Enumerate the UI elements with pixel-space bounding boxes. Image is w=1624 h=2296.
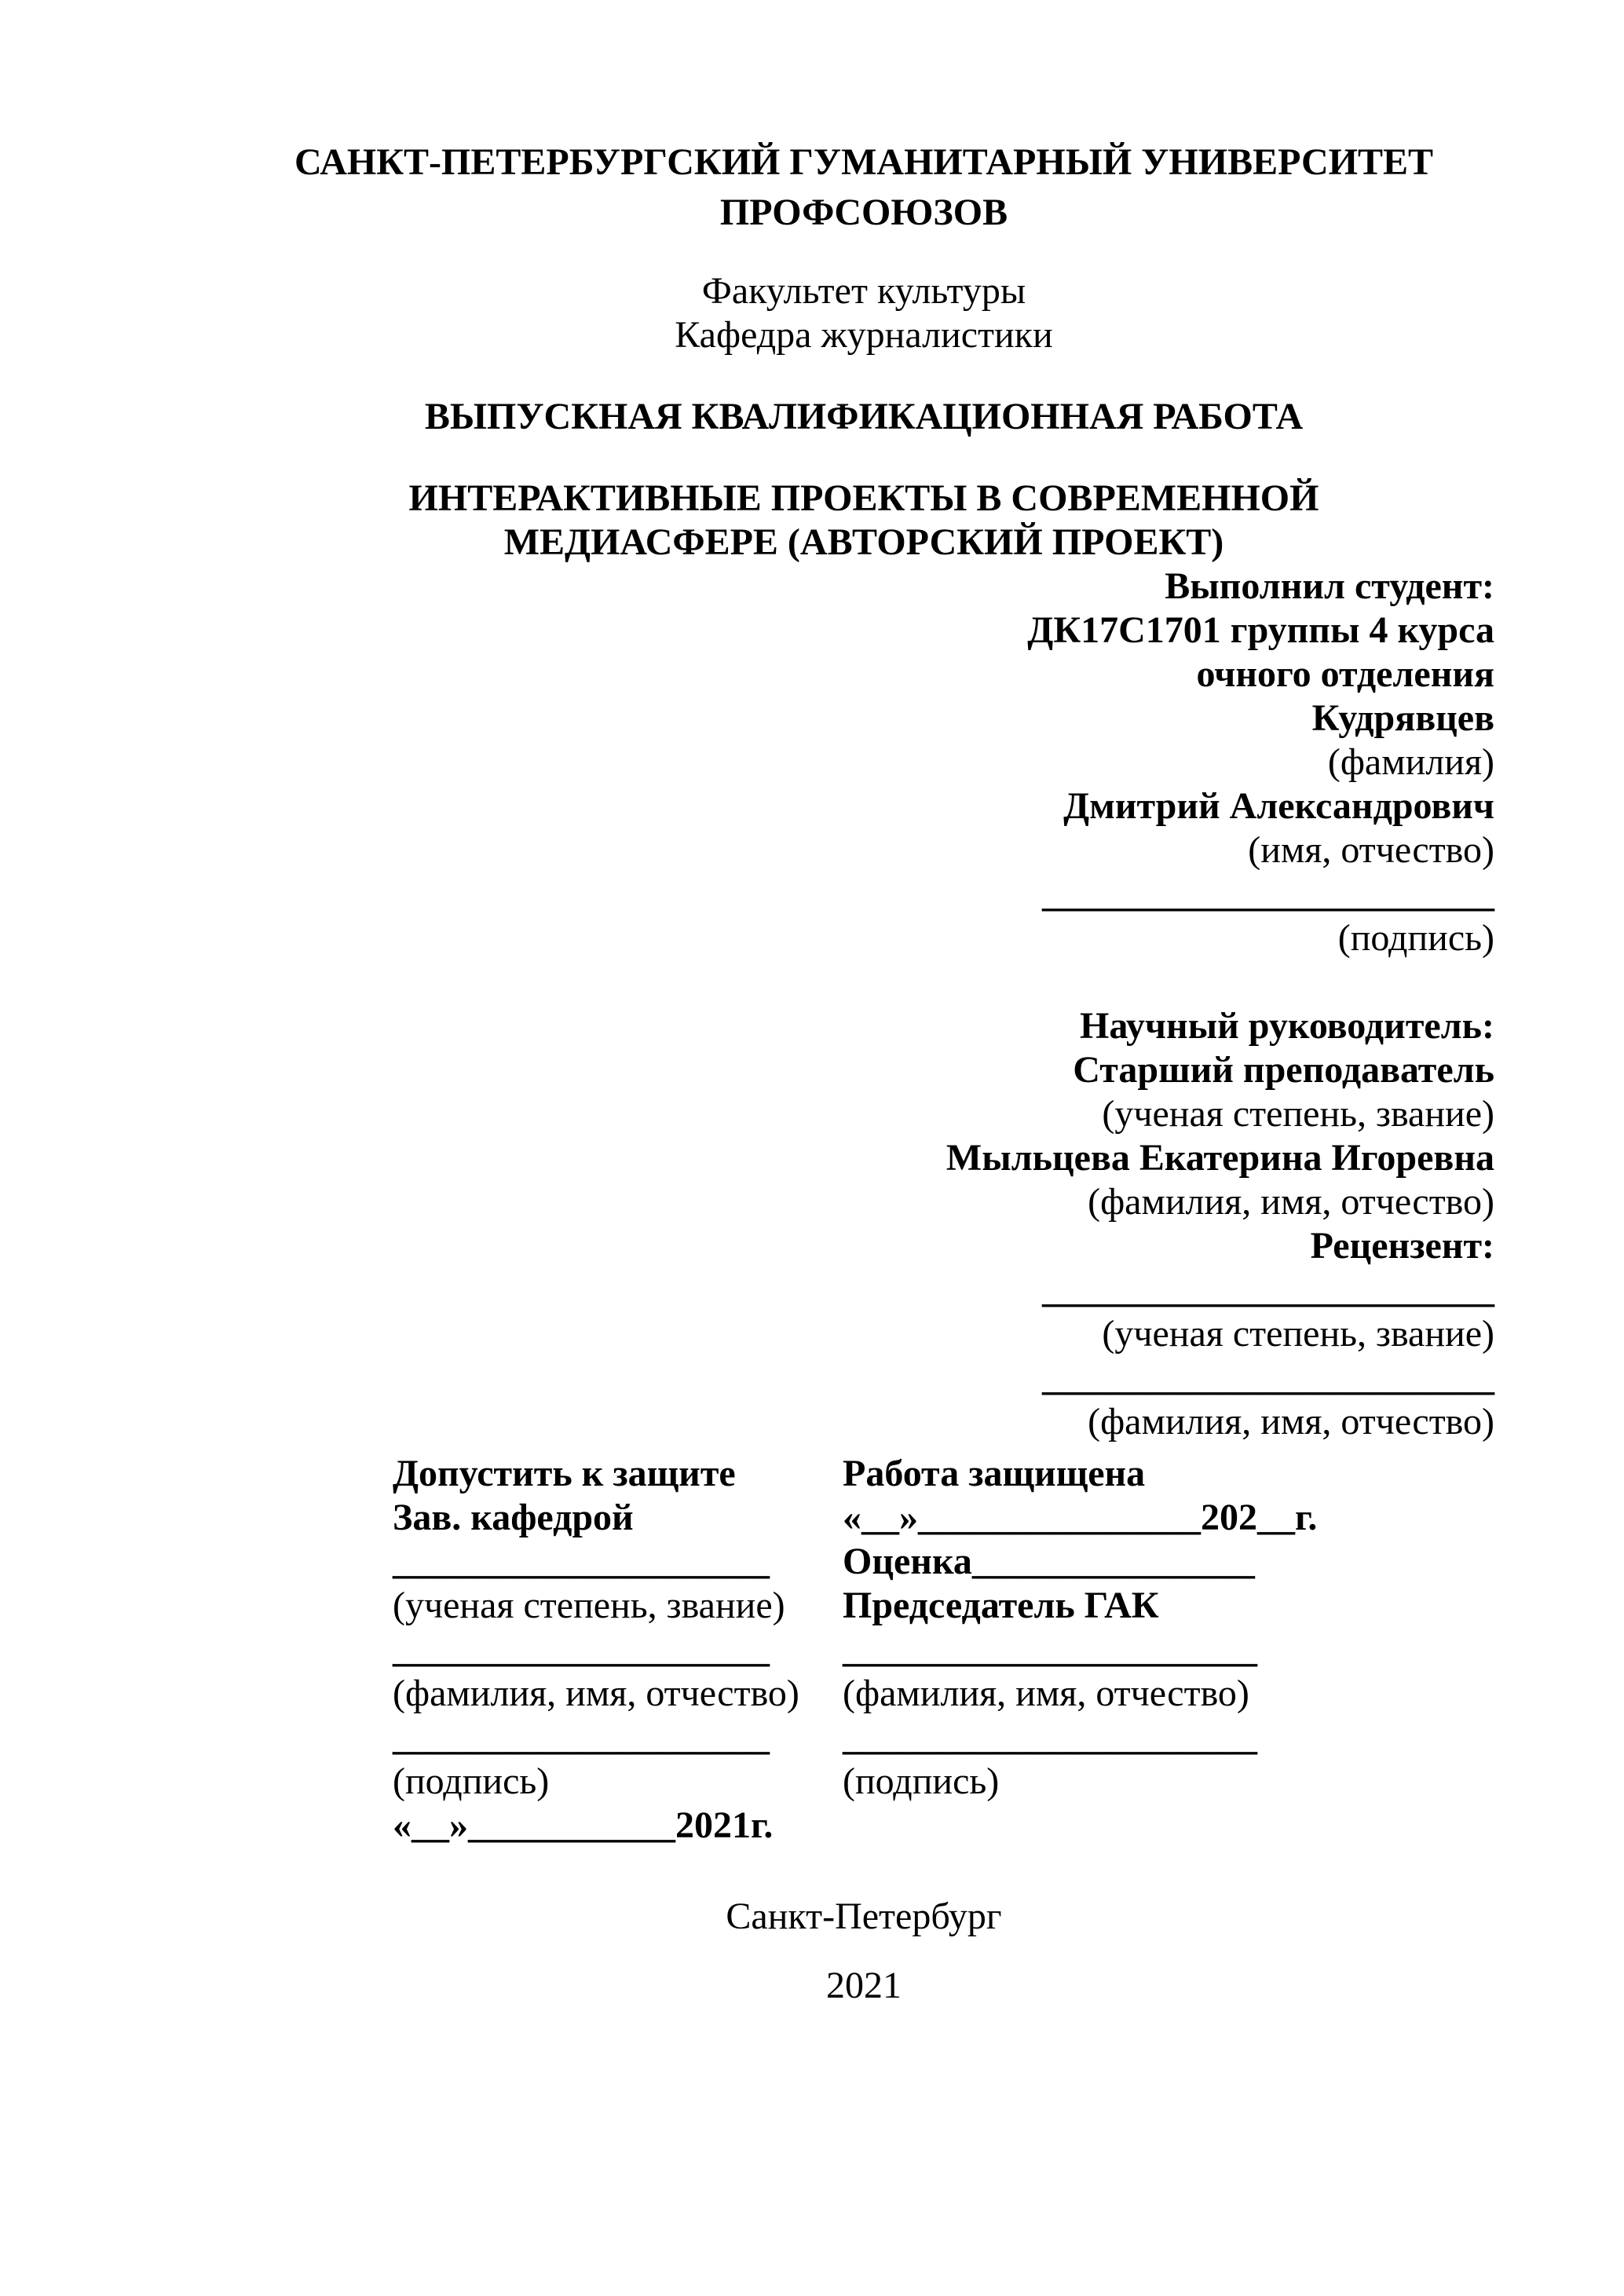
department-line: Кафедра журналистики [675,314,1053,356]
reviewer-degree-blank-line: ________________________ [1042,1269,1494,1311]
thesis-title-line1: ИНТЕРАКТИВНЫЕ ПРОЕКТЫ В СОВРЕМЕННОЙ [408,477,1319,519]
chair-name-caption: (фамилия, имя, отчество) [843,1673,1249,1714]
student-info-block [233,565,1494,1444]
work-type-line: ВЫПУСКНАЯ КВАЛИФИКАЦИОННАЯ РАБОТА [424,396,1304,437]
head-of-department-label: Зав. кафедрой [393,1497,634,1538]
supervisor-position: Старший преподаватель [1073,1049,1494,1091]
name-patronymic-caption: (имя, отчество) [1248,829,1494,871]
head-name-caption: (фамилия, имя, отчество) [393,1673,799,1714]
approval-section [393,1452,1494,1848]
defense-column [843,1452,1494,1848]
grade-line: Оценка_______________ [843,1541,1255,1582]
chair-name-blank-line: ______________________ [843,1629,1257,1670]
faculty-line: Факультет культуры [701,270,1026,312]
supervisor-degree-caption: (ученая степень, звание) [1102,1093,1494,1135]
defense-date-line: «__»_______________202__г. [843,1497,1318,1538]
reviewer-name-blank-line: ________________________ [1042,1357,1494,1398]
gak-chair-label: Председатель ГАК [843,1585,1159,1626]
student-surname: Кудрявцев [1311,697,1494,739]
student-group-line: ДК17С1701 группы 4 курса [1027,609,1494,651]
head-name-blank-line: ____________________ [393,1629,770,1670]
student-signature-blank-line: ________________________ [1042,873,1494,915]
head-degree-caption: (ученая степень, звание) [393,1585,785,1626]
thesis-title-line2: МЕДИАСФЕРЕ (АВТОРСКИЙ ПРОЕКТ) [503,521,1224,563]
work-type-heading [233,395,1494,439]
admission-column [393,1452,843,1848]
chair-signature-blank-line: ______________________ [843,1717,1257,1758]
supervisor-label: Научный руководитель: [1080,1005,1494,1047]
surname-caption: (фамилия) [1327,741,1494,783]
student-signature-caption: (подпись) [1337,917,1494,959]
head-degree-blank-line: ____________________ [393,1541,770,1582]
thesis-title-heading [233,477,1494,565]
reviewer-fullname-caption: (фамилия, имя, отчество) [1088,1401,1494,1442]
reviewer-label: Рецензент: [1310,1225,1494,1267]
head-signature-blank-line: ____________________ [393,1717,770,1758]
admit-to-defense-label: Допустить к защите [393,1453,736,1494]
university-name [233,137,1494,238]
head-signature-caption: (подпись) [393,1760,550,1802]
footer-block [233,1895,1494,2008]
blank-line-spacer [233,960,1494,1004]
reviewer-degree-caption: (ученая степень, звание) [1102,1313,1494,1355]
work-defended-label: Работа защищена [843,1453,1146,1494]
faculty-department-block [233,269,1494,357]
supervisor-fullname-caption: (фамилия, имя, отчество) [1088,1181,1494,1223]
supervisor-full-name: Мыльцева Екатерина Игоревна [946,1137,1494,1179]
city-line: Санкт-Петербург [726,1896,1002,1937]
chair-signature-caption: (подпись) [843,1760,1000,1802]
performed-by-label: Выполнил студент: [1165,565,1494,607]
university-name-line2: ПРОФСОЮЗОВ [719,192,1008,233]
year-line: 2021 [826,1965,902,2006]
admission-date-line: «__»___________2021г. [393,1804,774,1846]
university-name-line1: САНКТ-ПЕТЕРБУРГСКИЙ ГУМАНИТАРНЫЙ УНИВЕРСИТЕТ [294,141,1434,183]
student-name-patronymic: Дмитрий Александрович [1063,785,1494,827]
study-form-line: очного отделения [1196,653,1494,695]
